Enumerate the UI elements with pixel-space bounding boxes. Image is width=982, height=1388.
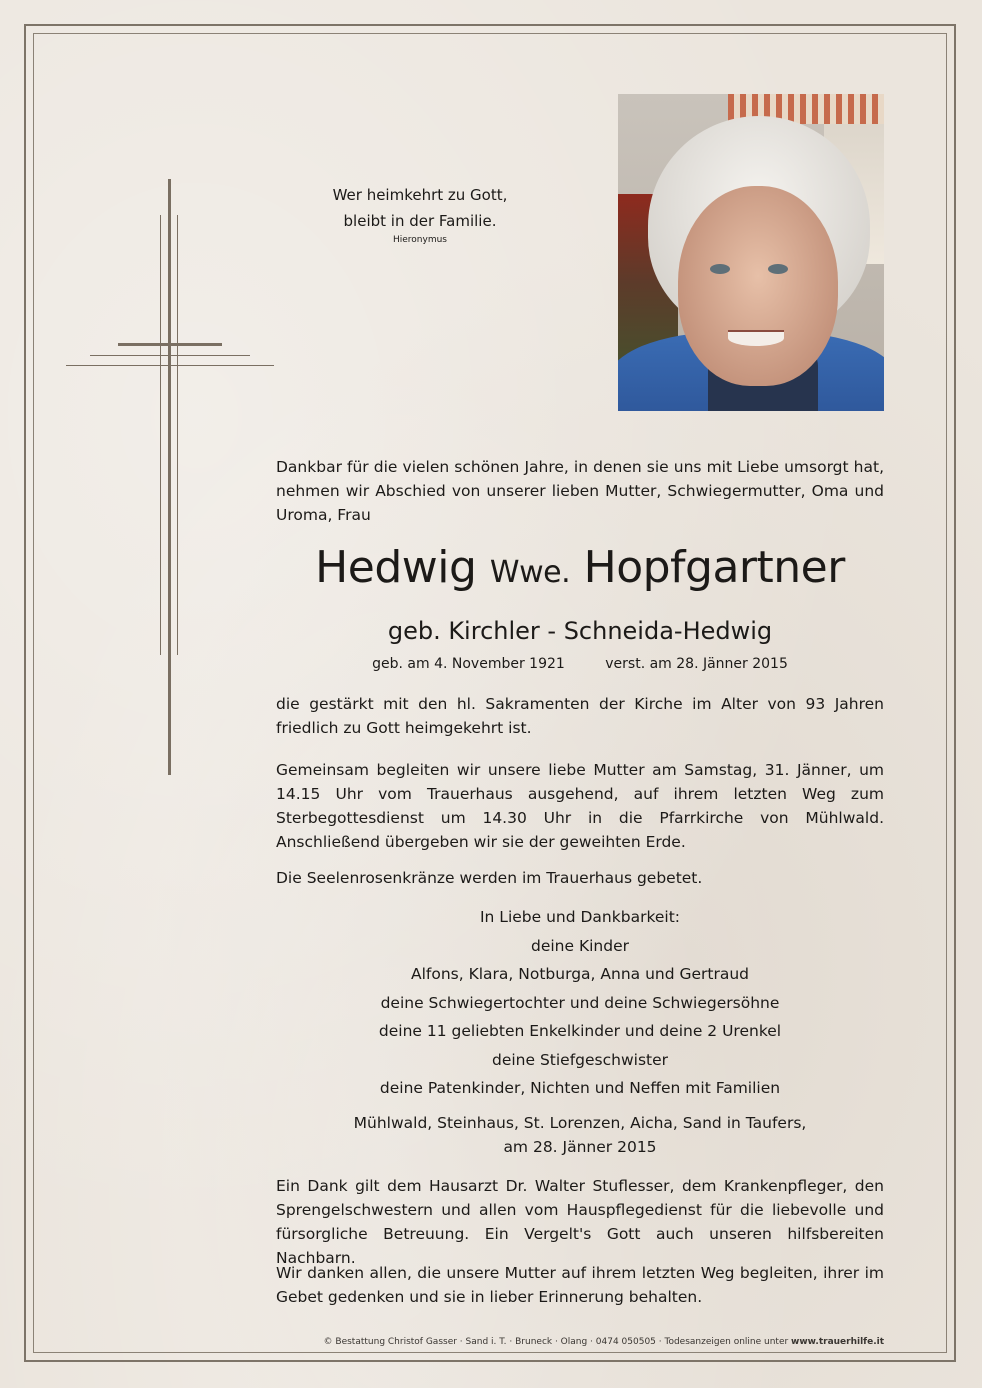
footer-link[interactable]: www.trauerhilfe.it (791, 1337, 884, 1347)
footer-credit (276, 1336, 884, 1348)
mourners-line: deine Patenkinder, Nichten und Neffen mit Familien (379, 1079, 781, 1097)
thanks-all-paragraph: Wir danken allen, die unsere Mutter auf ihrem letzten Weg begleiten, ihrer im Gebet gedenken und sie in lieber Erinnerung behalten. (276, 1264, 884, 1306)
birth-name: geb. Kirchler - Schneida-Hedwig (387, 617, 773, 645)
birth-date: geb. am 4. November 1921 (372, 656, 565, 672)
thanks-doctor-paragraph: Ein Dank gilt dem Hausarzt Dr. Walter Stuflesser, dem Krankenpfleger, den Sprengelschwestern und allen vom Hauspflegedienst für die liebevolle und fürsorgliche Betreuung. Ein Vergelt's Gott auch unseren hilfsbereiten Nachbarn. (276, 1177, 884, 1267)
place-and-date (276, 1111, 884, 1159)
first-name: Hedwig (315, 542, 477, 593)
quote (300, 182, 540, 246)
mourners-line: deine Kinder (530, 936, 629, 955)
footer-text: © Bestattung Christof Gasser · Sand i. T. · Bruneck · Olang · 0474 050505 · Todesanzeigen online unter (323, 1337, 792, 1347)
quote-line-2: bleibt in der Familie. (343, 212, 497, 230)
sacrament-paragraph: die gestärkt mit den hl. Sakramenten der Kirche im Alter von 93 Jahren friedlich zu Gott heimgekehrt ist. (276, 695, 884, 737)
portrait-photo (618, 94, 884, 411)
funeral-paragraph: Gemeinsam begleiten wir unsere liebe Mutter am Samstag, 31. Jänner, um 14.15 Uhr vom Trauerhaus ausgehend, auf ihrem letzten Weg zum Sterbegottesdienst um 14.30 Uhr in die Pfarrkirche von Mühlwald. Anschließend übergeben wir sie der geweihten Erde. (276, 761, 884, 851)
life-dates (276, 653, 884, 675)
rosary-paragraph: Die Seelenrosenkränze werden im Trauerhaus gebetet. (276, 869, 703, 887)
deceased-name (276, 536, 884, 605)
date-line: am 28. Jänner 2015 (503, 1138, 657, 1156)
quote-line-1: Wer heimkehrt zu Gott, (332, 186, 508, 204)
death-date: verst. am 28. Jänner 2015 (605, 656, 788, 672)
mourners-line: deine Stiefgeschwister (491, 1050, 669, 1069)
intro-paragraph: Dankbar für die vielen schönen Jahre, in denen sie uns mit Liebe umsorgt hat, nehmen wir Abschied von unserer lieben Mutter, Schwiegermutter, Oma und Uroma, Frau (276, 458, 884, 524)
place-line: Mühlwald, Steinhaus, St. Lorenzen, Aicha, Sand in Taufers, (353, 1114, 807, 1132)
mourners-line: In Liebe und Dankbarkeit: (479, 908, 681, 926)
last-name: Hopfgartner (583, 542, 845, 593)
quote-author: Hieronymus (392, 235, 447, 245)
mourners-list (276, 903, 884, 1103)
mourners-line: deine Schwiegertochter und deine Schwiegersöhne (380, 993, 780, 1012)
widow-abbrev: Wwe. (489, 555, 571, 590)
cross-icon (60, 175, 280, 775)
mourners-line: deine 11 geliebten Enkelkinder und deine 2 Urenkel (378, 1022, 782, 1040)
mourners-line: Alfons, Klara, Notburga, Anna und Gertraud (410, 965, 750, 983)
